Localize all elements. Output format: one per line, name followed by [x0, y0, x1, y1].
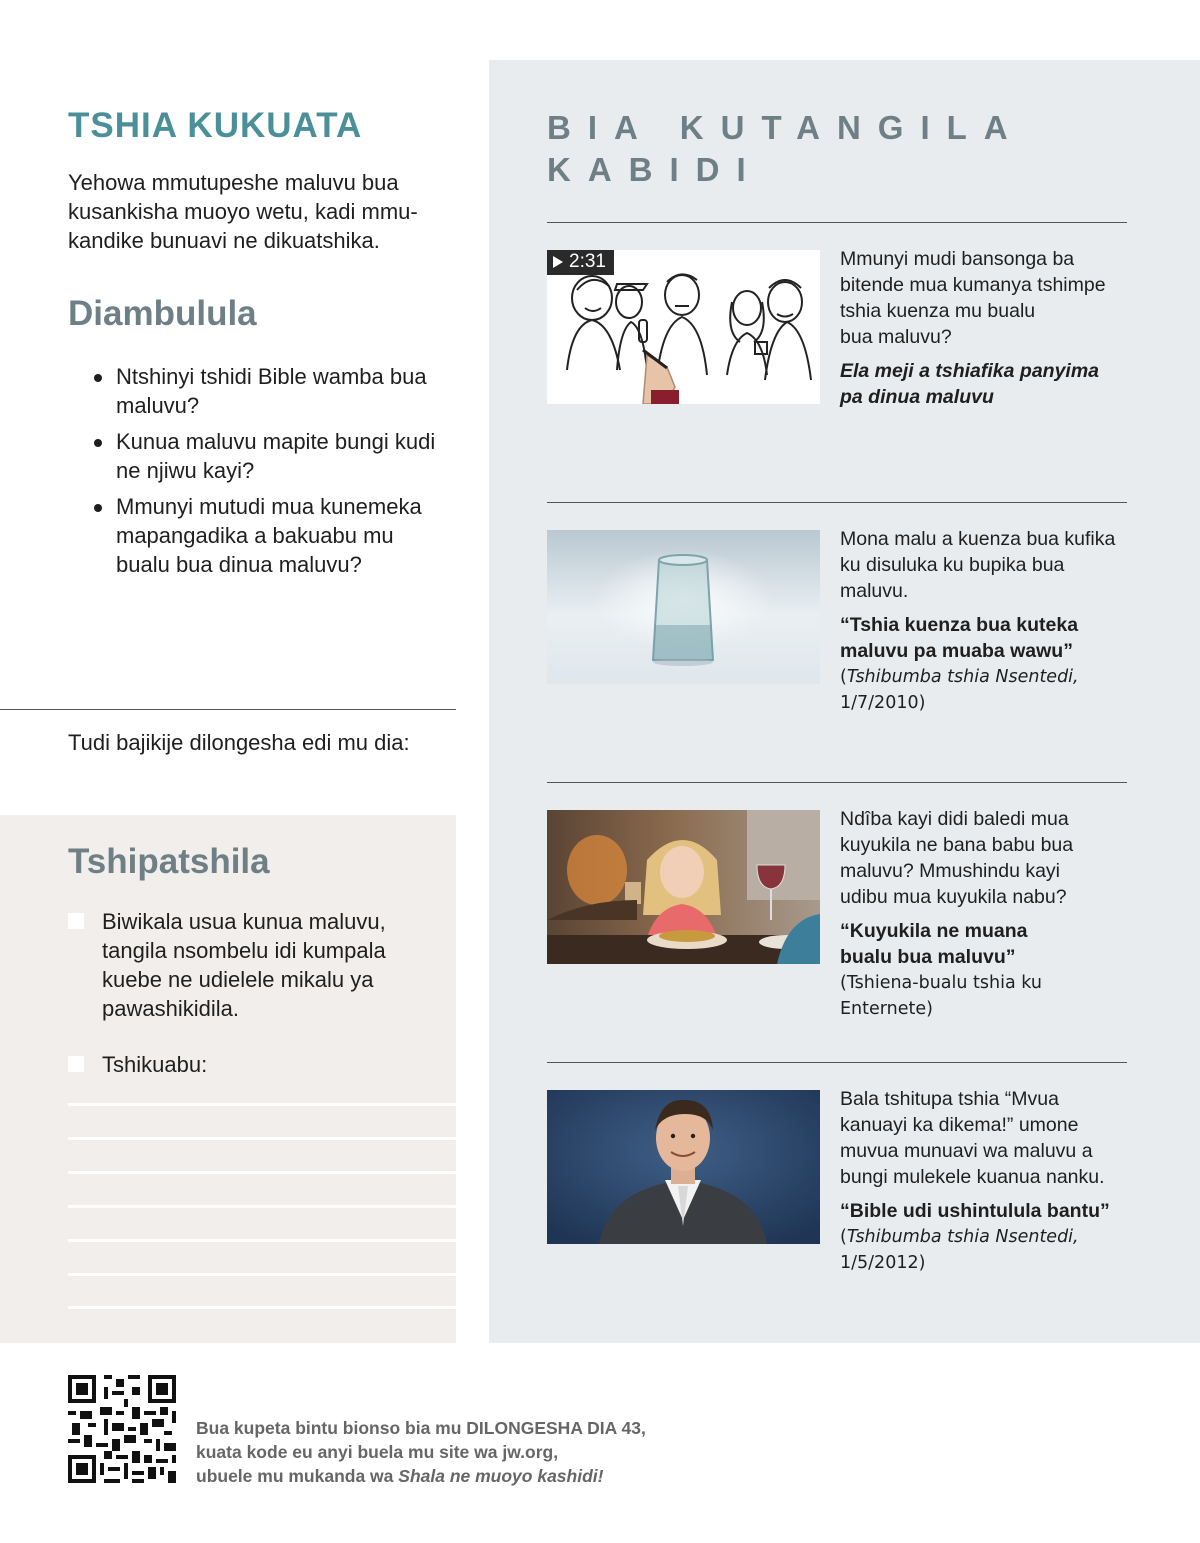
item-description: Ndîba kayi didi baledi mua kuyukila ne bana babu bua maluvu? Mmushindu kayi udibu mua kuyukila nabu?: [840, 808, 1074, 908]
explore-item-text: [840, 526, 1130, 716]
item-description: Bala tshitupa tshia “Mvua kanuayi ka dikema!” umone muvua munuavi wa maluvu a bungi mulekele kuanua nanku.: [840, 1088, 1105, 1188]
video-duration-badge: 2:31: [547, 250, 614, 275]
item-source: (Tshibumba tshia Nsentedi, 1/5/2012): [840, 1227, 1079, 1273]
qr-code-icon[interactable]: [68, 1375, 176, 1483]
qr-code-graphic: [68, 1375, 176, 1483]
left-divider: [0, 709, 456, 710]
explore-more-heading: BIA KUTANGILA KABIDI: [547, 109, 1025, 188]
goal-item-text: Biwikala usua kunua maluvu, tangila nsombelu idi kumpala kuebe ne udielele mikalu ya pawashikidila.: [102, 909, 386, 1021]
man-portrait-image[interactable]: [547, 1090, 820, 1244]
sketch-video-thumbnail[interactable]: [547, 250, 820, 404]
review-question: Ntshinyi tshidi Bible wamba bua maluvu?: [92, 362, 462, 420]
family-dinner-image[interactable]: [547, 810, 820, 964]
item-title-link[interactable]: “Bible udi ushintulula bantu”: [840, 1200, 1110, 1222]
portrait-photo: [547, 1090, 820, 1244]
explore-item-text: [840, 1086, 1130, 1276]
summary-heading: TSHIA KUKUATA: [68, 106, 363, 145]
item-description: Mmunyi mudi bansonga ba bitende mua kumanya tshimpe tshia kuenza mu bualu bua maluvu?: [840, 248, 1106, 348]
item-title-link[interactable]: “Kuyukila ne muana bualu bua maluvu”: [840, 920, 1028, 968]
write-line[interactable]: [68, 1239, 456, 1242]
goal-checkbox[interactable]: [68, 913, 84, 929]
write-line[interactable]: [68, 1171, 456, 1174]
glass-photo: [547, 530, 820, 684]
review-question: Kunua maluvu mapite bungi kudi ne njiwu kayi?: [92, 427, 462, 485]
goal-item: [68, 907, 448, 1023]
right-divider: [547, 1062, 1127, 1063]
family-dinner-photo: [547, 810, 820, 964]
right-divider: [547, 502, 1127, 503]
other-goal-checkbox[interactable]: [68, 1056, 84, 1072]
write-line[interactable]: [68, 1273, 456, 1276]
empty-glass-image[interactable]: [547, 530, 820, 684]
item-title-link[interactable]: Ela meji a tshiafika panyima pa dinua maluvu: [840, 360, 1100, 408]
review-question: Mmunyi mutudi mua kunemeka mapangadika a bakuabu mu bualu bua dinua maluvu?: [92, 492, 462, 579]
explore-item-text: [840, 806, 1130, 1022]
completed-date-label: Tudi bajikije dilongesha edi mu dia:: [68, 730, 410, 755]
goal-item-other: [68, 1050, 448, 1079]
footer-text: Bua kupeta bintu bionso bia mu DILONGESHA DIA 43, kuata kode eu anyi buela mu site wa jw.org, ubuele mu mukanda wa Shala ne muoyo kashidi!: [196, 1418, 646, 1486]
review-question-list: [92, 362, 462, 586]
goal-panel: [0, 815, 456, 1343]
other-goal-label: Tshikuabu:: [102, 1052, 208, 1077]
write-line[interactable]: [68, 1137, 456, 1140]
item-title-link[interactable]: “Tshia kuenza bua kuteka maluvu pa muaba wawu”: [840, 614, 1079, 662]
item-source: (Tshibumba tshia Nsentedi, 1/7/2010): [840, 667, 1079, 713]
write-line[interactable]: [68, 1306, 456, 1309]
item-description: Mona malu a kuenza bua kufika ku disuluka ku bupika bua maluvu.: [840, 528, 1116, 602]
right-divider: [547, 222, 1127, 223]
play-icon: [553, 256, 563, 268]
write-line[interactable]: [68, 1205, 456, 1208]
review-heading: Diambulula: [68, 294, 257, 333]
item-source: (Tshiena-bualu tshia ku Enternete): [840, 973, 1042, 1019]
summary-text: Yehowa mmutupeshe maluvu bua kusankisha muoyo wetu, kadi mmu- kandike bunuavi ne dikuatshika.: [68, 170, 418, 253]
right-divider: [547, 782, 1127, 783]
goal-heading: Tshipatshila: [68, 842, 270, 881]
explore-item-text: [840, 246, 1130, 410]
write-line[interactable]: [68, 1103, 456, 1106]
